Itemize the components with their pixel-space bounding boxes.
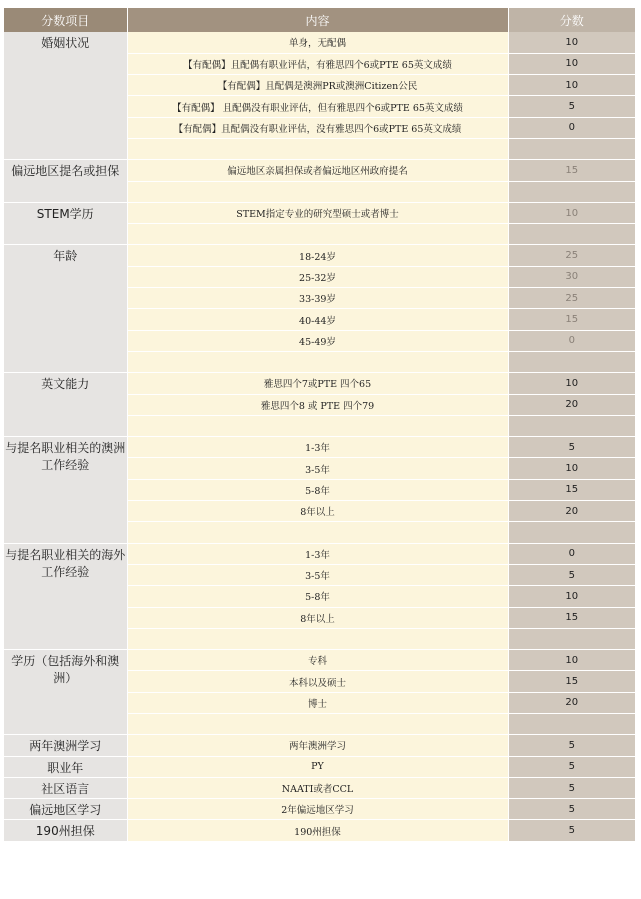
category-cell: 与提名职业相关的澳洲工作经验 [4,437,127,543]
content-cell: 3-5年 [127,458,508,479]
category-cell: 学历（包括海外和澳洲） [4,650,127,735]
empty-score-cell [508,351,635,372]
score-cell: 5 [508,820,635,841]
content-cell: 8年以上 [127,501,508,522]
empty-score-cell [508,181,635,202]
score-cell: 5 [508,777,635,798]
score-cell: 20 [508,692,635,713]
empty-content-cell [127,351,508,372]
content-cell: 25-32岁 [127,266,508,287]
content-cell: 专科 [127,650,508,671]
score-cell: 10 [508,75,635,96]
score-cell: 10 [508,458,635,479]
content-cell: 1-3年 [127,543,508,564]
score-cell: 15 [508,479,635,500]
category-cell: 职业年 [4,756,127,777]
category-cell: 偏远地区学习 [4,799,127,820]
category-cell: STEM学历 [4,202,127,245]
score-cell: 5 [508,756,635,777]
score-cell: 5 [508,735,635,756]
content-cell: 【有配偶】且配偶是澳洲PR或澳洲Citizen公民 [127,75,508,96]
table-row [4,160,635,181]
content-cell: 8年以上 [127,607,508,628]
empty-score-cell [508,138,635,159]
category-cell: 偏远地区提名或担保 [4,160,127,203]
category-cell: 年龄 [4,245,127,373]
content-cell: 190州担保 [127,820,508,841]
empty-content-cell [127,522,508,543]
content-cell: PY [127,756,508,777]
score-cell: 0 [508,117,635,138]
table-row [4,735,635,756]
content-cell: 【有配偶】且配偶没有职业评估，没有雅思四个6或PTE 65英文成绩 [127,117,508,138]
content-cell: 2年偏远地区学习 [127,799,508,820]
table-row [4,543,635,564]
content-cell: 33-39岁 [127,288,508,309]
header-score: 分数 [508,8,635,32]
category-cell: 190州担保 [4,820,127,841]
category-cell: 社区语言 [4,777,127,798]
content-cell: 3-5年 [127,564,508,585]
points-table [4,8,635,842]
score-cell: 15 [508,671,635,692]
content-cell: 18-24岁 [127,245,508,266]
content-cell: 本科以及硕士 [127,671,508,692]
header-content: 内容 [127,8,508,32]
table-row [4,245,635,266]
score-cell: 10 [508,32,635,53]
empty-score-cell [508,415,635,436]
category-cell: 婚姻状况 [4,32,127,160]
score-cell: 0 [508,543,635,564]
score-cell: 5 [508,564,635,585]
content-cell: 45-49岁 [127,330,508,351]
empty-content-cell [127,714,508,735]
score-cell: 15 [508,160,635,181]
table-body [4,32,635,841]
empty-content-cell [127,138,508,159]
score-cell: 10 [508,586,635,607]
content-cell: 博士 [127,692,508,713]
category-cell: 两年澳洲学习 [4,735,127,756]
header-category: 分数项目 [4,8,127,32]
empty-content-cell [127,628,508,649]
table-row [4,437,635,458]
score-cell: 10 [508,53,635,74]
content-cell: 5-8年 [127,586,508,607]
table-row [4,820,635,841]
score-cell: 10 [508,650,635,671]
score-cell: 30 [508,266,635,287]
score-cell: 15 [508,309,635,330]
table-row [4,202,635,223]
score-cell: 20 [508,501,635,522]
score-cell: 0 [508,330,635,351]
header-row [4,8,635,32]
empty-content-cell [127,224,508,245]
content-cell: 40-44岁 [127,309,508,330]
score-cell: 25 [508,245,635,266]
empty-score-cell [508,628,635,649]
table-row [4,32,635,53]
empty-score-cell [508,224,635,245]
empty-content-cell [127,415,508,436]
table-row [4,799,635,820]
empty-content-cell [127,181,508,202]
score-cell: 10 [508,373,635,394]
content-cell: 偏远地区亲属担保或者偏远地区州政府提名 [127,160,508,181]
content-cell: 【有配偶】且配偶有职业评估，有雅思四个6或PTE 65英文成绩 [127,53,508,74]
content-cell: 1-3年 [127,437,508,458]
category-cell: 英文能力 [4,373,127,437]
content-cell: STEM指定专业的研究型硕士或者博士 [127,202,508,223]
score-cell: 15 [508,607,635,628]
category-cell: 与提名职业相关的海外工作经验 [4,543,127,649]
score-cell: 20 [508,394,635,415]
empty-score-cell [508,522,635,543]
score-cell: 5 [508,96,635,117]
content-cell: 单身，无配偶 [127,32,508,53]
content-cell: NAATI或者CCL [127,777,508,798]
table-row [4,777,635,798]
content-cell: 雅思四个7或PTE 四个65 [127,373,508,394]
score-cell: 5 [508,437,635,458]
content-cell: 两年澳洲学习 [127,735,508,756]
table-row [4,373,635,394]
content-cell: 雅思四个8 或 PTE 四个79 [127,394,508,415]
empty-score-cell [508,714,635,735]
table-row [4,650,635,671]
table-row [4,756,635,777]
score-cell: 5 [508,799,635,820]
content-cell: 【有配偶】 且配偶没有职业评估，但有雅思四个6或PTE 65英文成绩 [127,96,508,117]
content-cell: 5-8年 [127,479,508,500]
score-cell: 10 [508,202,635,223]
score-cell: 25 [508,288,635,309]
